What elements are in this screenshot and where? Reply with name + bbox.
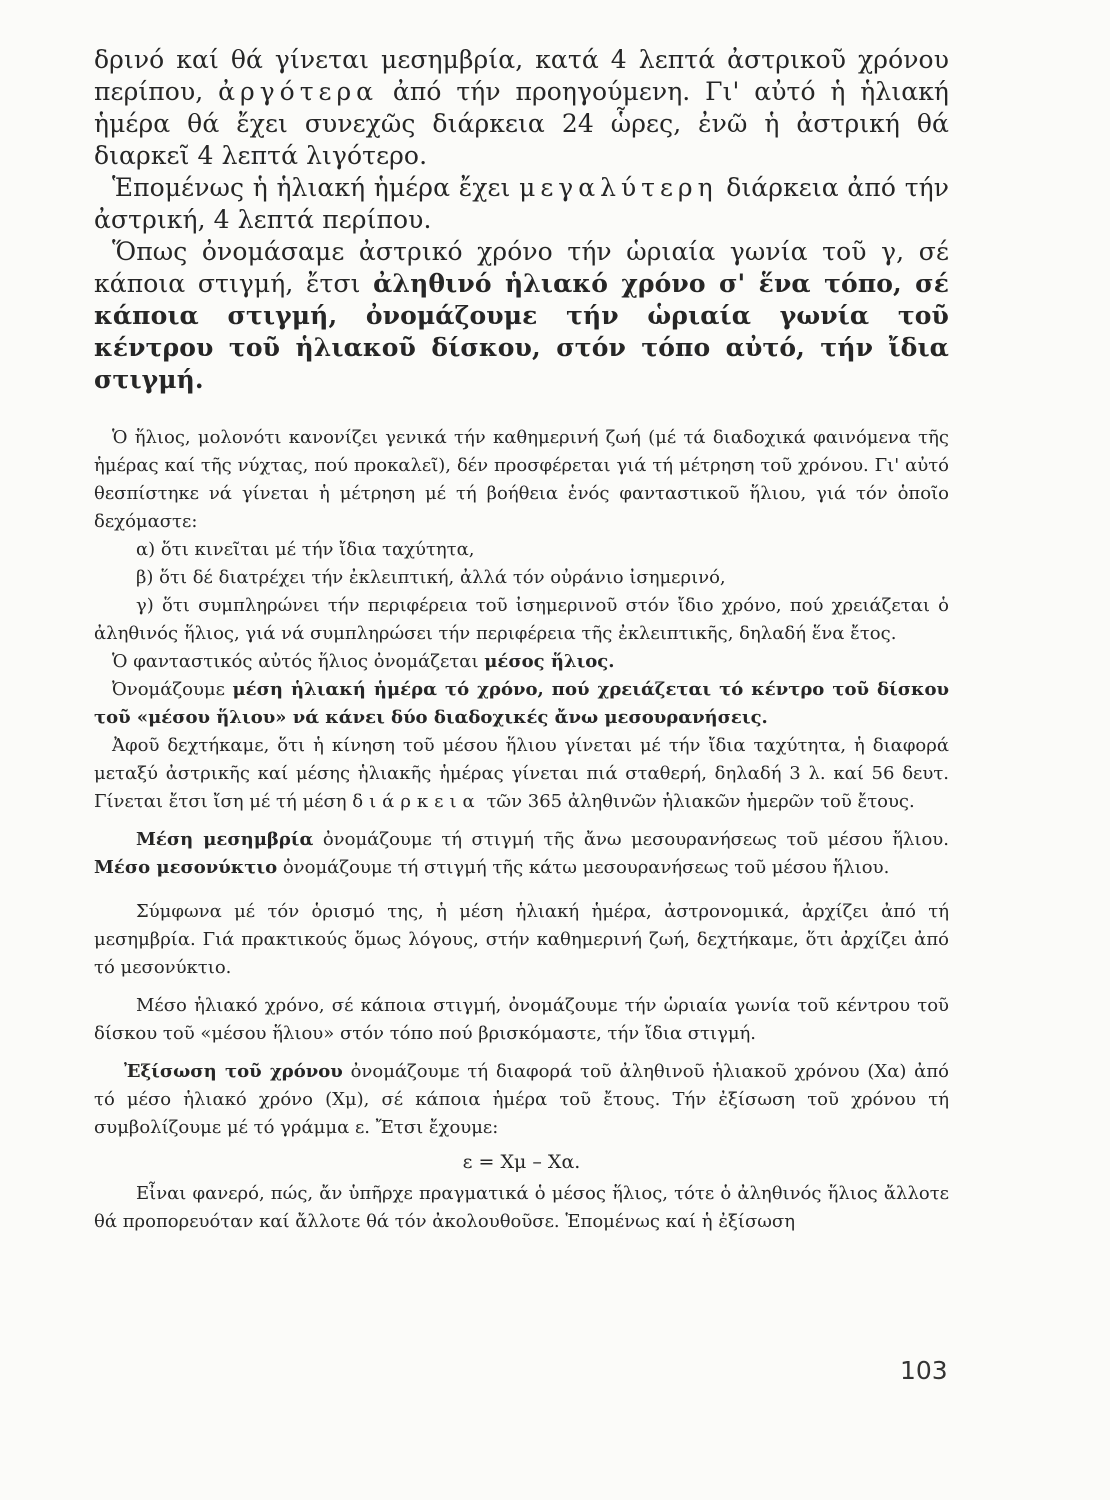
text: Ὁ φανταστικός αὐτός ἥλιος ὀνομάζεται	[112, 651, 479, 672]
text: δρινό καί θά γίνεται μεσημβρία, κατά 4 λεπτά ἀστρικοῦ χρόνου περίπου,	[94, 45, 949, 106]
text: Ὀνομάζουμε	[112, 679, 225, 700]
text: ὀνομάζουμε τή στιγμή τῆς ἄνω μεσουρανήσεως τοῦ μέσου ἥλιου.	[322, 829, 949, 850]
definition-bold: ἀληθινό ἡλιακό χρόνο σ' ἕνα τόπο, σέ κάποια στιγμή, ὀνομάζουμε τήν ὡριαία γωνία τοῦ κέντρου τοῦ ἡλιακοῦ δίσκου, στόν τόπο αὐτό, τήν ἴδια στιγμή.	[94, 269, 950, 394]
text: Ὅπως ὀνομάσαμε ἀστρικό χρόνο τήν ὡριαία γωνία τοῦ γ, σέ κάποια στιγμή, ἔτσι	[94, 237, 949, 298]
paragraph	[94, 826, 949, 882]
term-bold: Μέση μεσημβρία	[136, 829, 314, 850]
text: Ἑπομένως ἡ ἡλιακή ἡμέρα ἔχει	[112, 173, 511, 202]
text: ὀνομάζουμε τή διαφορά τοῦ ἀληθινοῦ ἡλιακοῦ χρόνου (Χα) ἀπό τό μέσο ἡλιακό χρόνο (Χμ), σέ κάποια ἡμέρα τοῦ ἔτους. Τήν ἐξίσωση τοῦ χρόνου τή συμβολίζουμε μέ τό γράμμα ε. Ἔτσι ἔχουμε:	[94, 1061, 950, 1138]
paragraph	[94, 44, 949, 172]
paragraph: Σύμφωνα μέ τόν ὁρισμό της, ἡ μέση ἡλιακή ἡμέρα, ἀστρονομικά, ἀρχίζει ἀπό τή μεσημβρία. Γιά πρακτικούς ὅμως λόγους, στήν καθημερινή ζωή, δεχτήκαμε, ὅτι ἀρχίζει ἀπό τό μεσονύκτιο.	[94, 901, 949, 978]
term-bold: Ἐξίσωση τοῦ χρόνου	[124, 1061, 343, 1082]
paragraph: Ὁ ἥλιος, μολονότι κανονίζει γενικά τήν καθημερινή ζωή (μέ τά διαδοχικά φαινόμενα τῆς ἡμέρας καί τῆς νύχτας, πού προκαλεῖ), δέν προσφέρεται γιά τή μέτρηση τοῦ χρόνου. Γι' αὐτό θεσπίστηκε νά γίνεται ἡ μέτρηση μέ τή βοήθεια ἑνός φανταστικοῦ ἥλιου, γιά τόν ὁποῖο δεχόμαστε:	[94, 427, 949, 532]
paragraph: Μέσο ἡλιακό χρόνο, σέ κάποια στιγμή, ὀνομάζουμε τήν ὡριαία γωνία τοῦ κέντρου τοῦ δίσκου τοῦ «μέσου ἥλιου» στόν τόπο πού βρισκόμαστε, τήν ἴδια στιγμή.	[94, 995, 949, 1044]
paragraph	[94, 236, 949, 396]
paragraph	[94, 1058, 949, 1142]
page-body	[94, 44, 949, 1236]
text: διάρκεια ἀπό τήν ἀστρική, 4 λεπτά περίπου.	[94, 173, 949, 234]
spaced-text: διάρκεια	[352, 791, 481, 812]
paragraph: Εἶναι φανερό, πώς, ἄν ὑπῆρχε πραγματικά ὁ μέσος ἥλιος, τότε ὁ ἀληθινός ἥλιος ἄλλοτε θά προπορευόταν καί ἄλλοτε θά τόν ἀκολουθοῦσε. Ἑπομένως καί ἡ ἐξίσωση	[94, 1183, 949, 1232]
list-item: γ) ὅτι συμπληρώνει τήν περιφέρεια τοῦ ἰσημερινοῦ στόν ἴδιο χρόνο, πού χρειάζεται ὁ ἀληθινός ἥλιος, γιά νά συμπληρώσει τήν περιφέρεια τῆς ἐκλειπτικῆς, δηλαδή ἕνα ἔτος.	[94, 595, 949, 644]
list-item: α) ὅτι κινεῖται μέ τήν ἴδια ταχύτητα,	[136, 539, 475, 560]
text: ἀπό τήν προηγούμενη. Γι' αὐτό ἡ ἡλιακή ἡμέρα θά ἔχει συνεχῶς διάρκεια 24 ὧρες, ἐνῶ ἡ ἀστρική θά διαρκεῖ 4 λεπτά λιγότερο.	[94, 77, 950, 170]
text: ὀνομάζουμε τή στιγμή τῆς κάτω μεσουρανήσεως τοῦ μέσου ἥλιου.	[282, 857, 890, 878]
text: Ἀφοῦ δεχτήκαμε, ὅτι ἡ κίνηση τοῦ μέσου ἥλιου γίνεται μέ τήν ἴδια ταχύτητα, ἡ διαφορά μεταξύ ἀστρικῆς καί μέσης ἡλιακῆς ἡμέρας γίνεται πιά σταθερή, δηλαδή 3 λ. καί 56 δευτ. Γίνεται ἔτσι ἴση μέ τή μέση	[94, 735, 949, 812]
list-item: β) ὅτι δέ διατρέχει τήν ἐκλειπτική, ἀλλά τόν οὐράνιο ἰσημερινό,	[136, 567, 726, 588]
spaced-text: μεγαλύτερη	[519, 173, 718, 202]
spaced-text: ἀργότερα	[218, 77, 379, 106]
page-number: 103	[900, 1356, 948, 1385]
paragraph	[94, 732, 949, 816]
paragraph	[94, 648, 949, 676]
main-text	[94, 44, 949, 396]
text: τῶν 365 ἀληθινῶν ἡλιακῶν ἡμερῶν τοῦ ἔτους.	[486, 791, 915, 812]
definition-bold: μέση ἡλιακή ἡμέρα τό χρόνο, πού χρειάζεται τό κέντρο τοῦ δίσκου τοῦ «μέσου ἥλιου» νά κάνει δύο διαδοχικές ἄνω μεσουρανήσεις.	[94, 679, 949, 728]
equation: ε = Χμ – Χα.	[462, 1151, 581, 1173]
small-text	[94, 424, 949, 1236]
paragraph	[94, 676, 949, 732]
paragraph	[94, 172, 949, 236]
term-bold: Μέσο μεσονύκτιο	[94, 857, 278, 878]
term-bold: μέσος ἥλιος.	[484, 651, 615, 672]
